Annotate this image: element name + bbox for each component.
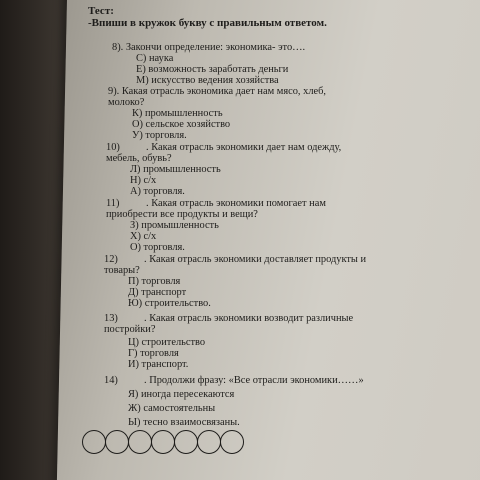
- answer-circle[interactable]: [197, 430, 221, 454]
- answer-circle[interactable]: [105, 430, 129, 454]
- question-13-number: 13): [104, 313, 118, 324]
- answer-circle[interactable]: [82, 430, 106, 454]
- answer-option: А) торговля.: [130, 186, 185, 197]
- answer-option: Г) торговля: [128, 348, 179, 359]
- answer-option: Х) с/х: [130, 231, 157, 242]
- answer-option: Ц) строительство: [128, 337, 206, 348]
- answer-circle[interactable]: [174, 430, 198, 454]
- question-14-text: . Продолжи фразу: «Все отрасли экономики……»: [144, 375, 364, 386]
- answer-option: Ы) тесно взаимосвязаны.: [128, 417, 240, 428]
- answer-option: Л) промышленность: [130, 164, 221, 175]
- question-12-number: 12): [104, 254, 118, 265]
- question-11-text: . Какая отрасль экономики помогает нам: [146, 198, 326, 209]
- question-14-number: 14): [104, 375, 118, 386]
- question-10-number: 10): [106, 142, 120, 153]
- question-9-text: 9). Какая отрасль экономика дает нам мясо, хлеб,: [108, 86, 326, 97]
- answer-option: С) наука: [136, 53, 174, 64]
- answer-option: Е) возможность заработать деньги: [136, 64, 289, 75]
- answer-circle[interactable]: [128, 430, 152, 454]
- test-instruction: -Впиши в кружок букву с правильным ответом.: [88, 17, 327, 29]
- answer-option: Д) транспорт: [128, 287, 187, 298]
- answer-option: Ю) строительство.: [128, 298, 211, 309]
- question-8-text: 8). Закончи определение: экономика- это….: [112, 42, 306, 53]
- question-13-text-cont: постройки?: [104, 324, 156, 335]
- question-11-text-cont: приобрести все продукты и вещи?: [106, 209, 258, 220]
- question-12-text: . Какая отрасль экономики доставляет продукты и: [144, 254, 367, 265]
- answer-option: О) сельское хозяйство: [132, 119, 231, 130]
- question-11-number: 11): [106, 198, 120, 209]
- answer-option: М) искусство ведения хозяйства: [136, 75, 279, 86]
- answer-option: И) транспорт.: [128, 359, 189, 370]
- answer-option: Ж) самостоятельны: [128, 403, 216, 414]
- test-title: Тест:: [88, 5, 114, 17]
- question-13-text: . Какая отрасль экономики возводит различные: [144, 313, 354, 324]
- answer-option: Н) с/х: [130, 175, 157, 186]
- answer-option: К) промышленность: [132, 108, 223, 119]
- question-10-text: . Какая отрасль экономики дает нам одежду,: [146, 142, 342, 153]
- answer-option: З) промышленность: [130, 220, 219, 231]
- question-10-text-cont: мебель, обувь?: [106, 153, 172, 164]
- answer-circle[interactable]: [151, 430, 175, 454]
- answer-option: О) торговля.: [130, 242, 185, 253]
- question-12-text-cont: товары?: [104, 265, 140, 276]
- answer-option: У) торговля.: [132, 130, 187, 141]
- answer-circles: [82, 430, 243, 454]
- answer-option: П) торговля: [128, 276, 181, 287]
- answer-circle[interactable]: [220, 430, 244, 454]
- question-9-text-cont: молоко?: [108, 97, 145, 108]
- answer-option: Я) иногда пересекаются: [128, 389, 235, 400]
